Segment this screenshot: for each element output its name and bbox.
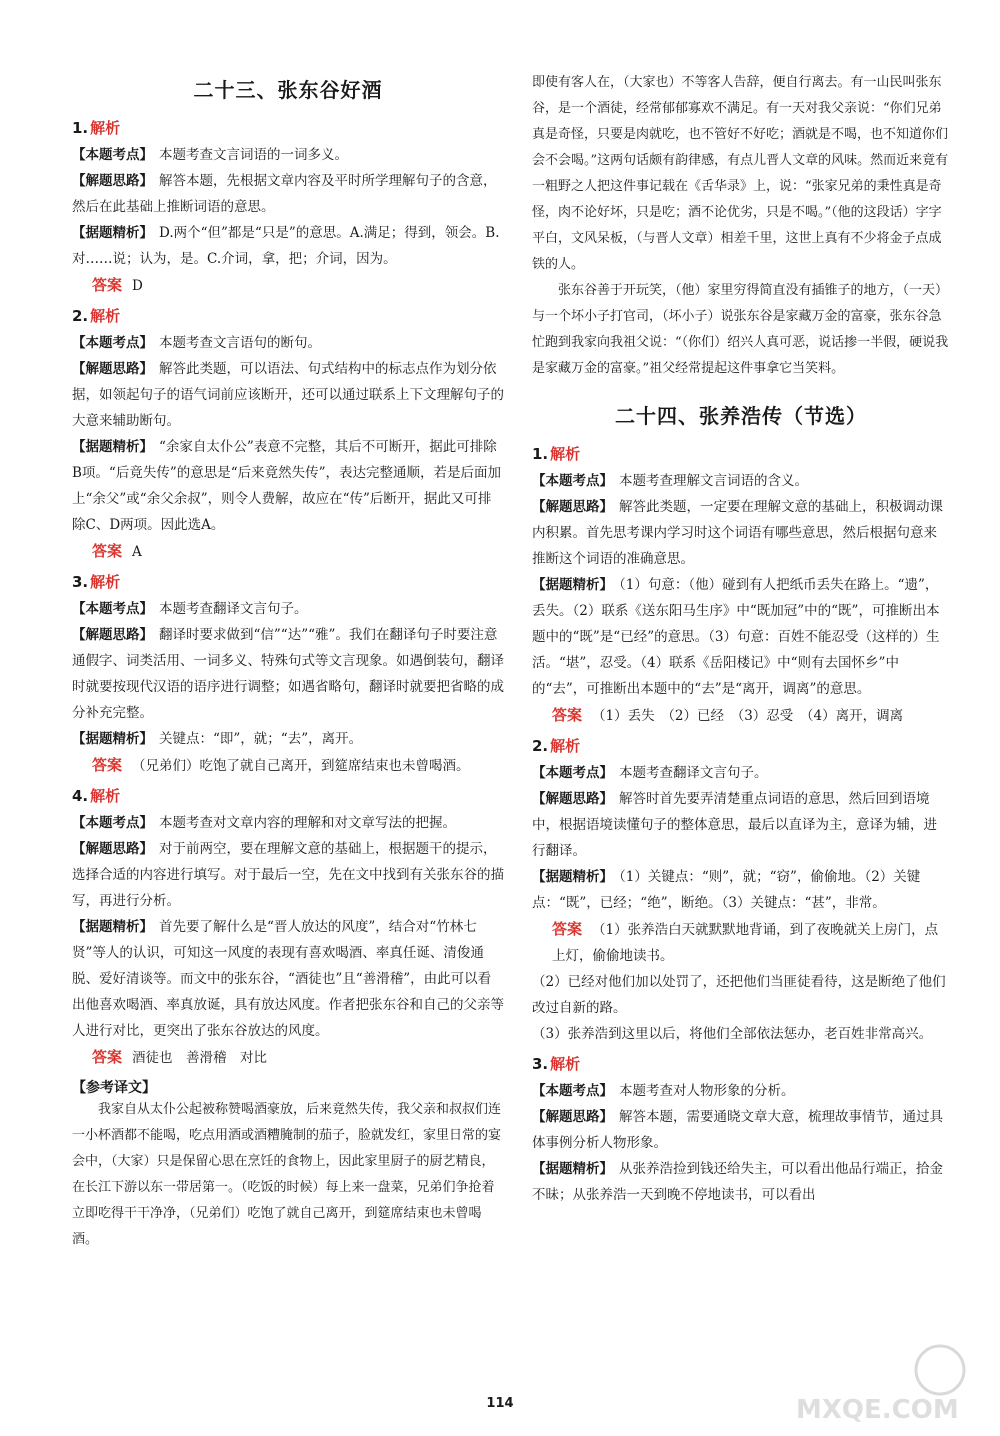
translation-continuation: 即使有客人在，（大家也）不等客人告辞，便自行离去。有一山民叫张东谷，是一个酒徒，经常郁郁寡欢不满足。有一天对我父亲说：“你们兄弟真是奇怪，只要是肉就吃，也不管好不好吃；酒就是不喝，也不知道你们会不会喝。”这两句话颇有韵律感，有点儿晋人文章的风味。然而近来竟有一粗野之人把这件事记载在《舌华录》上，说：“张家兄弟的秉性真是奇怪，肉不论好坏，只是吃；酒不论优劣，只是不喝。”（他的这段话）字字平白，文风呆板，（与晋人文章）相差千里，这世上真有不少将金子点成铁的人。 — [532, 75, 949, 272]
question-label: 解析 — [550, 445, 581, 463]
analysis-item — [532, 494, 950, 572]
question-number: 3. — [532, 1055, 549, 1073]
analysis-item — [532, 864, 950, 916]
answer-line — [552, 702, 950, 729]
answer-line — [92, 538, 504, 565]
translation-paragraph: 张东谷善于开玩笑，（他）家里穷得简直没有插锥子的地方，（一天）与一个坏小子打官司，（坏小子）说张东谷是家藏万金的富豪，张东谷急忙跑到我家向我祖父说：“（你们）绍兴人真可恶，说话掺一半假，硬说我是家藏万金的富豪。”祖父经常提起这件事拿它当笑料。 — [532, 283, 949, 376]
question-block — [72, 117, 504, 299]
analysis-item — [532, 468, 950, 494]
analysis-item — [72, 330, 504, 356]
watermark-logo — [790, 1340, 990, 1430]
analysis-item — [72, 726, 504, 752]
item-tag: 【解题思路】 — [72, 841, 153, 857]
item-text: 本题考查文言词语的一词多义。 — [159, 147, 348, 163]
question-header — [72, 571, 504, 592]
analysis-item — [532, 1078, 950, 1104]
answer-line — [92, 1044, 504, 1071]
item-tag: 【本题考点】 — [532, 473, 613, 489]
item-text: D.两个“但”都是“只是”的意思。A.满足；得到，领会。B.对……说；认为，是。C.介词，拿，把；介词，因为。 — [72, 225, 500, 267]
reference-label: 【参考译文】 — [72, 1080, 156, 1096]
answer-label: 答案 — [92, 276, 123, 294]
answer-label: 答案 — [552, 920, 583, 938]
analysis-item — [532, 760, 950, 786]
section-title: 二十三、张东谷好酒 — [193, 78, 383, 102]
item-text: 本题考查对文章内容的理解和对文章写法的把握。 — [159, 815, 456, 831]
analysis-item — [72, 356, 504, 434]
item-tag: 【据题精析】 — [532, 577, 613, 593]
answer-text: （1）张养浩白天就默默地背诵，到了夜晚就关上房门，点上灯，偷偷地读书。 — [552, 922, 939, 964]
item-tag: 【本题考点】 — [72, 815, 153, 831]
item-text: 解答本题，需要通晓文章大意，梳理故事情节，通过具体事例分析人物形象。 — [532, 1109, 943, 1151]
question-header — [532, 1053, 950, 1074]
question-header — [532, 443, 950, 464]
item-text: 从张养浩捡到钱还给失主，可以看出他品行端正，拾金不昧；从张养浩一天到晚不停地读书，可以看出 — [532, 1161, 943, 1203]
right-column — [532, 70, 950, 1214]
item-tag: 【据题精析】 — [532, 1161, 613, 1177]
question-number: 3. — [72, 573, 89, 591]
item-text: （1）关键点：“则”，就；“窃”，偷偷地。（2）关键点：“既”，已经；“绝”，断绝。（3）关键点：“甚”，非常。 — [532, 869, 921, 911]
answer-line — [92, 272, 504, 299]
item-text: 解答时首先要弄清楚重点词语的意思，然后回到语境中，根据语境读懂句子的整体意思，最后以直译为主，意译为辅，进行翻译。 — [532, 791, 937, 859]
item-text: （1）句意：（他）碰到有人把纸币丢失在路上。“遗”，丢失。（2）联系《送东阳马生序》中“既加冠”中的“既”，可推断出本题中的“既”是“已经”的意思。（3）句意：百姓不能忍受（这样的）生活。“堪”，忍受。（4）联系《岳阳楼记》中“则有去国怀乡”中的“去”，可推断出本题中的“去”是“离开，调离”的意思。 — [532, 577, 940, 697]
item-text: 本题考查翻译文言句子。 — [159, 601, 308, 617]
item-tag: 【解题思路】 — [72, 173, 153, 189]
answer-extra-line: （2）已经对他们加以处罚了，还把他们当匪徒看待，这是断绝了他们改过自新的路。 — [532, 974, 946, 1016]
left-column — [72, 70, 504, 1253]
reference-paragraph: 我家自从太仆公起被称赞喝酒豪放，后来竟然失传，我父亲和叔叔们连一小杯酒都不能喝，吃点用酒或酒糟腌制的茄子，脸就发红，家里日常的宴会中，（大家）只是保留心思在烹饪的食物上，因此家里厨子的厨艺精良，在长江下游以东一带居第一。（吃饭的时候）每上来一盘菜，兄弟们争抢着立即吃得干干净净，（兄弟们）吃饱了就自己离开，到筵席结束也未曾喝酒。 — [72, 1102, 502, 1247]
item-text: “余家自太仆公”表意不完整，其后不可断开，据此可排除B项。“后竟失传”的意思是“后来竟然失传”，表达完整通顺，若是后面加上“余父”或“余父余叔”，则令人费解，故应在“传”后断开，据此又可排除C、D两项。因此选A。 — [72, 439, 502, 533]
item-tag: 【解题思路】 — [532, 1109, 613, 1125]
item-tag: 【解题思路】 — [72, 361, 153, 377]
analysis-item — [72, 434, 504, 538]
answer-label: 答案 — [552, 706, 583, 724]
item-text: 对于前两空，要在理解文意的基础上，根据题干的提示，选择合适的内容进行填写。对于最后一空，先在文中找到有关张东谷的描写，再进行分析。 — [72, 841, 504, 909]
analysis-item — [532, 1156, 950, 1208]
item-tag: 【据题精析】 — [532, 869, 613, 885]
answer-text: （1）丢失 （2）已经 （3）忍受 （4）离开，调离 — [592, 708, 904, 724]
question-label: 解析 — [550, 737, 581, 755]
question-number: 2. — [72, 307, 89, 325]
item-text: 关键点：“即”，就；“去”，离开。 — [159, 731, 363, 747]
question-label: 解析 — [90, 573, 121, 591]
question-label: 解析 — [550, 1055, 581, 1073]
question-block — [532, 1053, 950, 1208]
item-tag: 【据题精析】 — [72, 439, 153, 455]
question-block — [72, 785, 504, 1071]
answer-label: 答案 — [92, 1048, 123, 1066]
item-text: 本题考查理解文言词语的含义。 — [619, 473, 808, 489]
answer-line — [92, 752, 504, 779]
question-label: 解析 — [90, 787, 121, 805]
item-tag: 【解题思路】 — [532, 791, 613, 807]
analysis-item — [72, 622, 504, 726]
question-block — [72, 571, 504, 779]
question-block — [532, 443, 950, 729]
answer-text: （兄弟们）吃饱了就自己离开，到筵席结束也未曾喝酒。 — [132, 758, 470, 774]
question-number: 4. — [72, 787, 89, 805]
answer-label: 答案 — [92, 542, 123, 560]
question-number: 2. — [532, 737, 549, 755]
question-number: 1. — [72, 119, 89, 137]
answer-label: 答案 — [92, 756, 123, 774]
answer-extra-line: （3）张养浩到这里以后，将他们全部依法惩办，老百姓非常高兴。 — [532, 1026, 933, 1042]
item-tag: 【本题考点】 — [72, 335, 153, 351]
analysis-item — [532, 786, 950, 864]
item-text: 解答此类题，可以语法、句式结构中的标志点作为划分依据，如领起句子的语气词前应该断开，还可以通过联系上下文理解句子的大意来辅助断句。 — [72, 361, 504, 429]
question-block — [72, 305, 504, 565]
item-tag: 【解题思路】 — [72, 627, 153, 643]
item-tag: 【本题考点】 — [532, 765, 613, 781]
answer-text: D — [132, 278, 143, 294]
analysis-item — [72, 836, 504, 914]
item-text: 首先要了解什么是“晋人放达的风度”，结合对“竹林七贤”等人的认识，可知这一风度的表现有喜欢喝酒、率真任诞、清俊通脱、爱好清谈等。而文中的张东谷，“酒徒也”且“善滑稽”，由此可以看出他喜欢喝酒、率真放诞，具有放达风度。作者把张东谷和自己的父亲等人进行对比，更突出了张东谷放达的风度。 — [72, 919, 504, 1039]
question-number: 1. — [532, 445, 549, 463]
analysis-item — [72, 142, 504, 168]
item-tag: 【本题考点】 — [532, 1083, 613, 1099]
page-number: 114 — [486, 1396, 514, 1411]
item-tag: 【据题精析】 — [72, 225, 153, 241]
item-text: 本题考查文言语句的断句。 — [159, 335, 321, 351]
question-header — [72, 117, 504, 138]
item-tag: 【据题精析】 — [72, 731, 153, 747]
question-header — [72, 785, 504, 806]
item-text: 解答本题，先根据文章内容及平时所学理解句子的含意，然后在此基础上推断词语的意思。 — [72, 173, 497, 215]
answer-text: A — [132, 544, 142, 560]
question-label: 解析 — [90, 119, 121, 137]
section-title: 二十四、张养浩传（节选） — [615, 404, 867, 428]
answer-text: 酒徒也 善滑稽 对比 — [132, 1050, 268, 1066]
item-tag: 【解题思路】 — [532, 499, 613, 515]
analysis-item — [72, 168, 504, 220]
analysis-item — [532, 1104, 950, 1156]
answer-line — [552, 916, 950, 969]
question-header — [532, 735, 950, 756]
item-text: 本题考查对人物形象的分析。 — [619, 1083, 795, 1099]
question-block — [532, 735, 950, 1047]
item-tag: 【据题精析】 — [72, 919, 153, 935]
item-text: 解答此类题，一定要在理解文意的基础上，积极调动课内积累。首先思考课内学习时这个词语有哪些意思，然后根据句意来推断这个词语的准确意思。 — [532, 499, 943, 567]
watermark-text: MXQE.COM — [796, 1395, 959, 1425]
item-tag: 【本题考点】 — [72, 601, 153, 617]
question-header — [72, 305, 504, 326]
item-text: 翻译时要求做到“信”“达”“雅”。我们在翻译句子时要注意通假字、词类活用、一词多义、特殊句式等文言现象。如遇倒装句，翻译时就要按现代汉语的语序进行调整；如遇省略句，翻译时就要把省略的成分补充完整。 — [72, 627, 504, 721]
item-tag: 【本题考点】 — [72, 147, 153, 163]
item-text: 本题考查翻译文言句子。 — [619, 765, 768, 781]
analysis-item — [72, 596, 504, 622]
analysis-item — [72, 220, 504, 272]
analysis-item — [72, 810, 504, 836]
analysis-item — [532, 572, 950, 702]
watermark-graphic — [790, 1340, 990, 1430]
question-label: 解析 — [90, 307, 121, 325]
analysis-item — [72, 914, 504, 1044]
